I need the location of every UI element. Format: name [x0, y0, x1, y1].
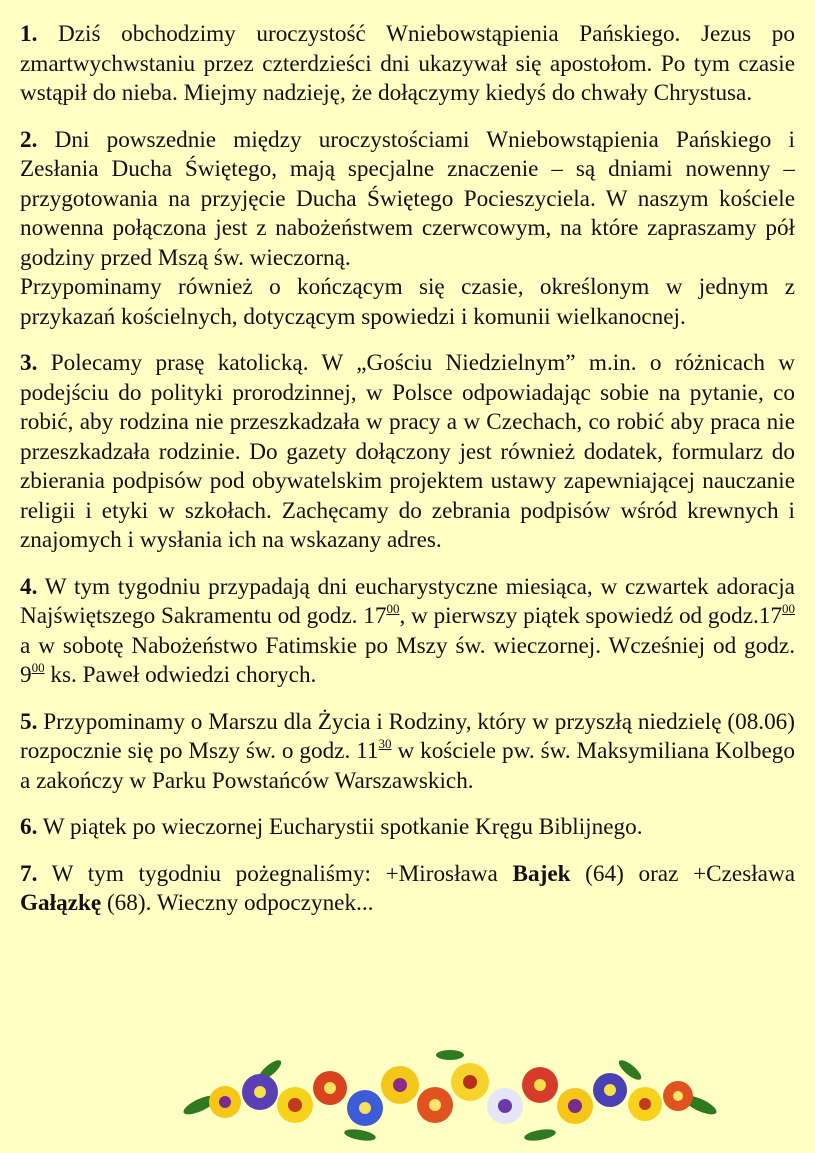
flower-garland-icon	[180, 1040, 720, 1145]
item-number: 1.	[20, 21, 38, 47]
item-text: Przypominamy również o kończącym się czasie, określonym w jednym z przykazań kościelnych, dotyczącym spowiedzi i komunii wielkanocnej.	[20, 274, 795, 330]
announcement-2-extra	[20, 273, 795, 332]
item-number: 7.	[20, 860, 38, 887]
item-text: (64) oraz +Czesława	[570, 860, 795, 887]
item-text: Dziś obchodzimy uroczystość Wniebowstąpienia Pańskiego. Jezus po zmartwychwstaniu przez czterdzieści dni ukazywał się apostołom. Po tym czasie wstąpił do nieba. Miejmy nadzieję, że dołączymy kiedyś do chwały Chrystusa.	[20, 21, 795, 106]
item-text: w kościele pw. św. Maksymiliana Kolbego a zakończy w Parku Powstańców Warszawskich.	[20, 738, 795, 794]
item-text: Przypominamy o Marszu dla Życia i Rodziny, który w przyszłą niedzielę (08.06) rozpocznie się po Mszy św. o godz. 11	[20, 708, 795, 764]
deceased-name: Gałązkę	[20, 890, 102, 916]
time-superscript: 30	[378, 736, 392, 751]
announcement-2	[20, 126, 795, 274]
item-number: 3.	[20, 350, 38, 376]
announcement-4	[20, 573, 795, 691]
announcement-1	[20, 20, 795, 109]
item-text: ks. Paweł odwiedzi chorych.	[44, 662, 317, 688]
item-number: 6.	[20, 814, 38, 840]
announcement-5	[20, 708, 795, 797]
item-text: a w sobotę Nabożeństwo Fatimskie po Mszy św. wieczornej. Wcześniej od godz. 9	[20, 632, 795, 688]
announcement-3	[20, 349, 795, 556]
item-text: W tym tygodniu pożegnaliśmy: +Mirosława	[51, 860, 513, 887]
announcement-7	[20, 860, 795, 919]
time-superscript: 00	[386, 601, 400, 616]
time-superscript: 00	[31, 660, 45, 675]
item-number: 5.	[20, 708, 38, 735]
item-text: Polecamy prasę katolicką. W „Gościu Niedzielnym” m.in. o różnicach w podejściu do polityki prorodzinnej, w Polsce odpowiadając sobie na pytanie, co robić, aby rodzina nie przeszkadzała w pracy a w Czechach, co robić aby praca nie przeszkadzała rodzinie. Do gazety dołączony jest również dodatek, formularz do zbierania podpisów pod obywatelskim projektem ustawy zapewniającej nauczanie religii i etyki w szkołach. Zachęcamy do zebrania podpisów wśród krewnych i znajomych i wysłania ich na wskazany adres.	[20, 350, 795, 553]
time-superscript: 00	[782, 601, 795, 616]
item-text: Dni powszednie między uroczystościami Wniebowstąpienia Pańskiego i Zesłania Ducha Świętego, mają specjalne znaczenie – są dniami nowenny – przygotowania na przyjęcie Ducha Świętego Pocieszyciela. W naszym kościele nowenna połączona jest z nabożeństwem czerwcowym, na które zapraszamy pół godziny przed Mszą św. wieczorną.	[20, 126, 795, 271]
item-text: W tym tygodniu przypadają dni eucharystyczne miesiąca, w czwartek adoracja Najświętszego Sakramentu od godz. 17	[20, 573, 795, 629]
announcements	[20, 20, 795, 936]
item-text: , w pierwszy piątek spowiedź od godz.17	[399, 603, 782, 629]
item-text: W piątek po wieczornej Eucharystii spotkanie Kręgu Biblijnego.	[42, 814, 643, 840]
announcement-6	[20, 813, 795, 843]
deceased-name: Bajek	[512, 860, 571, 887]
item-text: (68). Wieczny odpoczynek...	[101, 890, 374, 916]
item-number: 2.	[20, 126, 38, 153]
item-number: 4.	[20, 573, 38, 600]
